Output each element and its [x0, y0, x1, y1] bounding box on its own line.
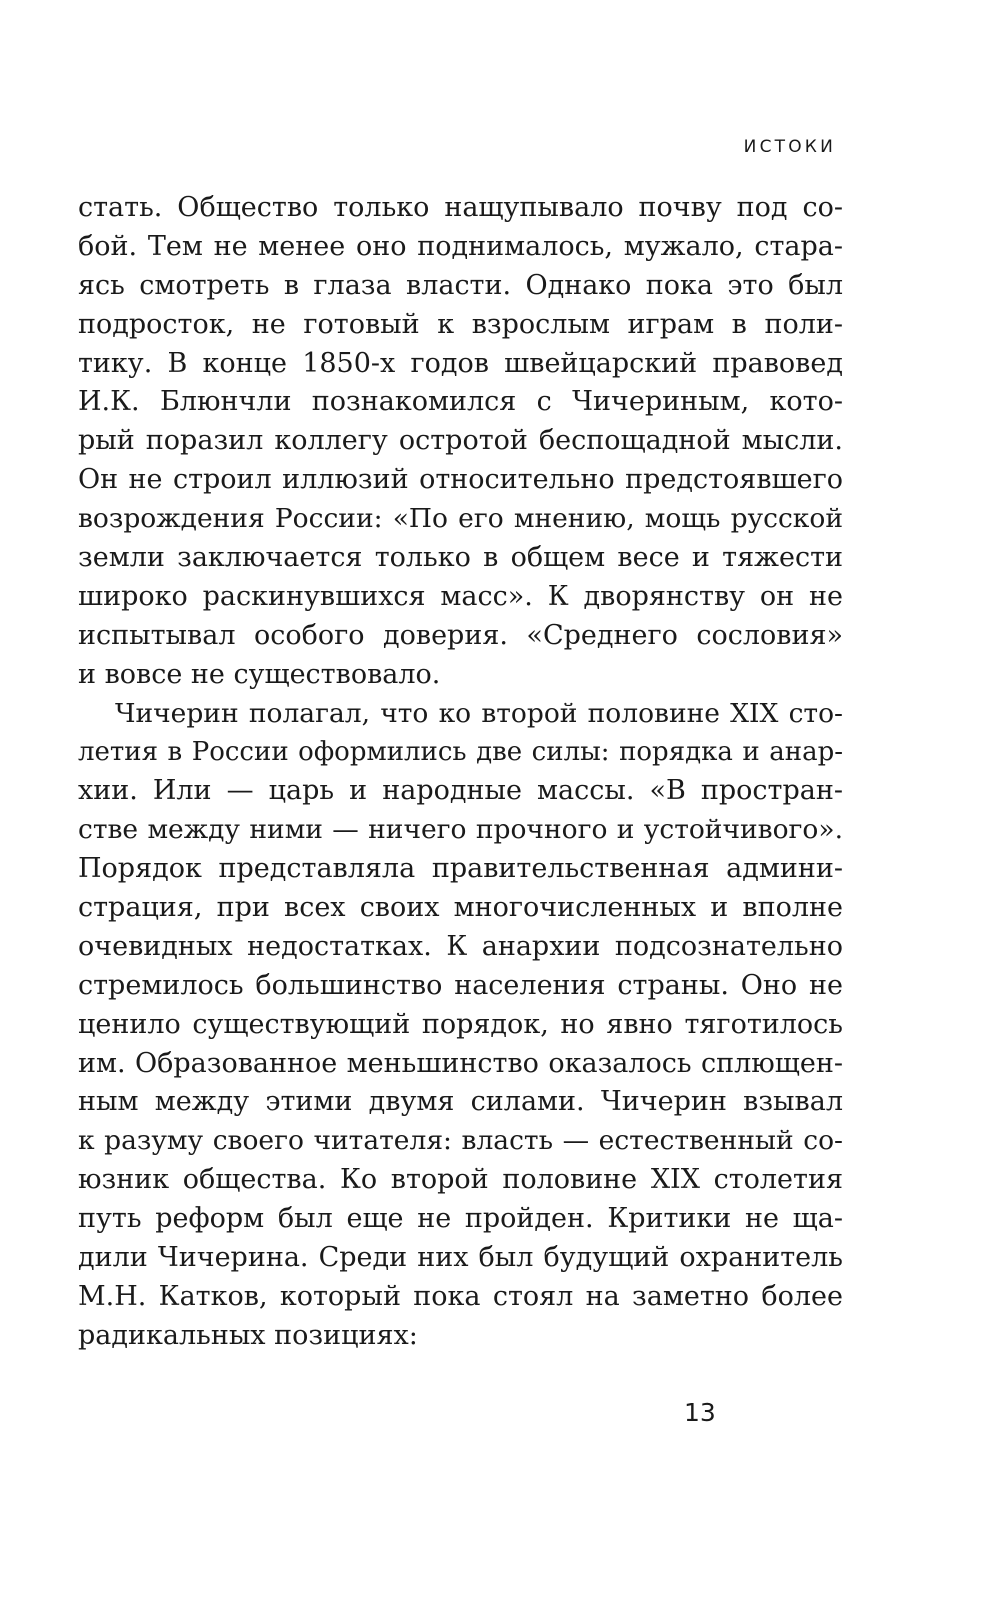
- text-line: хии. Или — царь и народные массы. «В простран-: [78, 775, 843, 807]
- body-text: [78, 189, 843, 1356]
- text-line: летия в России оформились две силы: порядка и анар-: [78, 737, 843, 768]
- text-line: ным между этими двумя силами. Чичерин взывал: [78, 1086, 843, 1118]
- paragraph-1: [78, 189, 843, 695]
- text-line: испытывал особого доверия. «Среднего сословия»: [78, 619, 843, 651]
- text-line: Он не строил иллюзий относительно предстоявшего: [78, 464, 843, 496]
- text-line: рый поразил коллегу остротой беспощадной мысли.: [78, 425, 843, 457]
- text-line: к разуму своего читателя: власть — естественный со-: [78, 1125, 843, 1157]
- text-line: путь реформ был еще не пройден. Критики не ща-: [78, 1203, 843, 1235]
- text-line: тику. В конце 1850-х годов швейцарский правовед: [78, 347, 843, 379]
- text-line: возрождения России: «По его мнению, мощь русской: [78, 503, 843, 535]
- text-line: ценило существующий порядок, но явно тяготилось: [78, 1008, 843, 1040]
- running-title: ИСТОКИ: [743, 137, 836, 157]
- text-line: Чичерин полагал, что ко второй половине XIX сто-: [115, 697, 843, 729]
- text-line: бой. Тем не менее оно поднималось, мужало, стара-: [78, 230, 843, 262]
- text-line: Порядок представляла правительственная админи-: [78, 853, 843, 885]
- text-line: И.К. Блюнчли познакомился с Чичериным, кото-: [78, 386, 843, 418]
- text-line: дили Чичерина. Среди них был будущий охранитель: [78, 1242, 843, 1274]
- text-line: им. Образованное меньшинство оказалось сплющен-: [78, 1047, 843, 1079]
- text-line: М.Н. Катков, который пока стоял на заметно более: [78, 1280, 843, 1312]
- text-line: подросток, не готовый к взрослым играм в поли-: [78, 308, 843, 340]
- page-number: 13: [684, 1398, 716, 1427]
- text-line: юзник общества. Ко второй половине XIX столетия: [78, 1164, 843, 1196]
- text-line: широко раскинувшихся масс». К дворянству он не: [78, 580, 843, 612]
- paragraph-2: [78, 695, 843, 1356]
- text-line: и вовсе не существовало.: [78, 658, 441, 690]
- text-line: стремилось большинство населения страны. Оно не: [78, 969, 843, 1001]
- text-line: стать. Общество только нащупывало почву под со-: [78, 192, 843, 223]
- text-line: земли заключается только в общем весе и тяжести: [78, 542, 843, 574]
- text-line: страция, при всех своих многочисленных и вполне: [78, 892, 843, 924]
- text-line: радикальных позициях:: [78, 1319, 418, 1351]
- text-line: очевидных недостатках. К анархии подсознательно: [78, 930, 843, 962]
- text-line: ясь смотреть в глаза власти. Однако пока это был: [78, 269, 843, 301]
- text-line: стве между ними — ничего прочного и устойчивого».: [78, 814, 843, 846]
